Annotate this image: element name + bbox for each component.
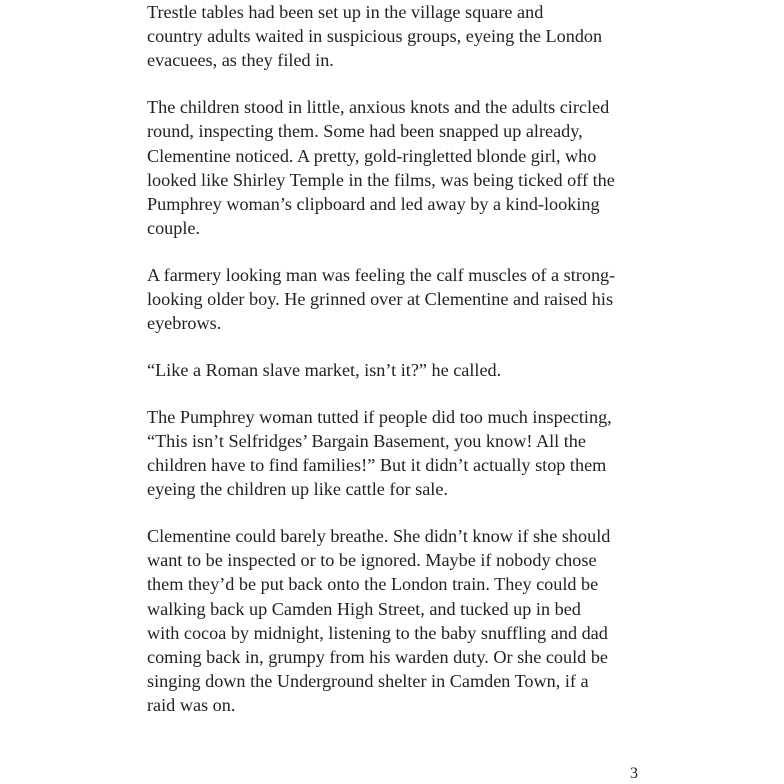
paragraph-3	[147, 263, 642, 336]
text-line: Clementine noticed. A pretty, gold-ringletted blonde girl, who	[147, 145, 597, 166]
page-number: 3	[630, 765, 638, 782]
text-line: eyeing the children up like cattle for sale.	[147, 479, 448, 500]
text-line: “This isn’t Selfridges’ Bargain Basement, you know! All the	[147, 430, 586, 451]
text-line: country adults waited in suspicious groups, eyeing the London	[147, 26, 603, 47]
text-line: The Pumphrey woman tutted if people did too much inspecting,	[147, 406, 612, 427]
paragraph-5	[147, 405, 642, 502]
text-line: evacuees, as they filed in.	[147, 50, 334, 71]
text-line: Pumphrey woman’s clipboard and led away by a kind-looking	[147, 193, 600, 214]
text-line: eyebrows.	[147, 313, 222, 334]
text-line: round, inspecting them. Some had been snapped up already,	[147, 121, 583, 142]
text-line: The children stood in little, anxious knots and the adults circled	[147, 97, 610, 118]
text-line: couple.	[147, 218, 201, 239]
text-line: children have to find families!” But it didn’t actually stop them	[147, 455, 607, 476]
text-line: with cocoa by midnight, listening to the baby snuffling and dad	[147, 622, 608, 643]
text-line: walking back up Camden High Street, and tucked up in bed	[147, 598, 581, 619]
text-line: Clementine could barely breathe. She didn’t know if she should	[147, 525, 611, 546]
text-line: looking older boy. He grinned over at Clementine and raised his	[147, 289, 614, 310]
paragraph-1	[147, 0, 642, 73]
paragraph-6	[147, 524, 642, 718]
text-line: looked like Shirley Temple in the films, was being ticked off the	[147, 169, 615, 190]
paragraph-2	[147, 95, 642, 240]
text-line: coming back in, grumpy from his warden duty. Or she could be	[147, 646, 608, 667]
text-line: them they’d be put back onto the London train. They could be	[147, 574, 599, 595]
text-line: Trestle tables had been set up in the village square and	[147, 2, 544, 22]
text-line: A farmery looking man was feeling the calf muscles of a strong-	[147, 264, 616, 285]
text-line: singing down the Underground shelter in Camden Town, if a	[147, 671, 589, 692]
text-line: raid was on.	[147, 695, 236, 716]
paragraph-4	[147, 358, 642, 382]
text-line: want to be inspected or to be ignored. Maybe if nobody chose	[147, 550, 597, 571]
body-text	[147, 0, 642, 718]
text-line: “Like a Roman slave market, isn’t it?” he called.	[147, 359, 502, 380]
